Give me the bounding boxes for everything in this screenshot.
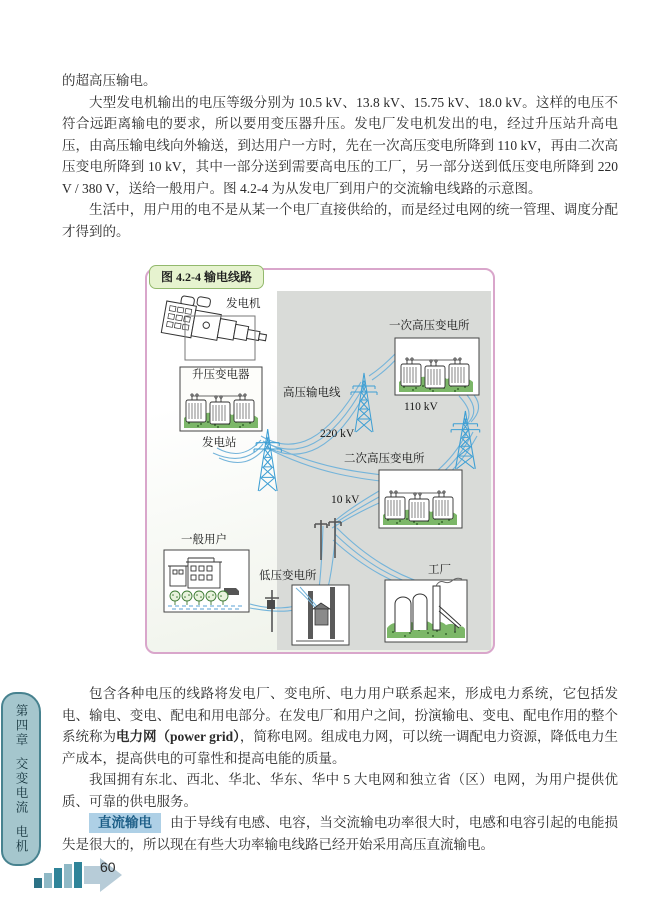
dc-transmission-badge: 直流输电 [89,813,161,833]
chapter-tab [1,692,41,866]
lv-substation-label: 低压变电所 [259,570,317,582]
factory-label: 工厂 [428,564,451,576]
chapter-topic-label: 电机 [14,825,28,855]
lv-substation-box [292,585,349,645]
footer-arrow-decoration [26,854,136,892]
figure-badge: 图 4.2-4 输电线路 [149,265,264,289]
paragraph-power-grid [62,683,618,769]
paragraph-national-grids: 我国拥有东北、西北、华北、华东、华中 5 大电网和独立省（区）电网，为用户提供优质、可靠的供电服务。 [62,772,618,809]
paragraph-continuation: 的超高压输电。 [62,73,157,88]
paragraph-dc-transmission [62,812,618,855]
step-up-transformer-label: 升压变电器 [192,369,250,381]
page-number: 60 [100,859,116,875]
factory-box [385,578,467,642]
secondary-substation-label: 二次高压变电所 [344,453,425,465]
primary-substation-box [395,338,479,395]
general-users-label: 一般用户 [181,534,227,546]
transmission-tower-icon [254,429,281,491]
bottom-text-block [62,683,618,855]
hv-line-label: 高压输电线 [283,387,341,399]
grid-text-before: 包含各种电压的线路将发电厂、变电所、电力用户联系起来，形成电力系统，它包括发电、输电、变电、配电和用电部分。在发电厂和用户之间，扮演输电、变电、配电作用的整个系统称为 [62,686,618,744]
paragraph-grid-dispatch: 生活中，用户用的电不是从某一个电厂直接供给的，而是经过电网的统一管理、调度分配才得到的。 [62,202,618,239]
power-station-label: 发电站 [202,437,237,449]
power-grid-term: 电力网（power grid） [116,729,240,744]
top-text-block [62,70,618,242]
chapter-subject-label: 交变电流 [14,757,28,816]
secondary-substation-box [379,470,462,528]
general-users-box [164,550,249,612]
kv-110-label: 110 kV [404,401,438,413]
grid-text-after: ，简称电网。组成电力网，可以统一调配电力资源，降低电力生产成本，提高供电的可靠性和提高电能的质量。 [62,729,619,766]
transmission-tower-icon [351,373,377,432]
kv-10-label: 10 kV [331,494,360,506]
chapter-number-label: 第四章 [14,703,28,748]
kv-220-label: 220 kV [320,428,355,440]
paragraph-voltage-levels: 大型发电机输出的电压等级分别为 10.5 kV、13.8 kV、15.75 kV、18.0 kV。这样的电压不符合远距离输电的要求，所以要用变压器升压。发电厂发电机发出的电，经过升压站升高电压，由高压输电线向外输送，到达用户一方时，先在一次高压变电所降到 110 kV，再由二次高压变电所降到 10 kV，其中一部分送到需要高电压的工厂，另一部分送到低压变电所降到 220 V / 380 V，送给一般用户。图 4.2-4 为从发电厂到用户的交流输电线路的示意图。 [62,94,618,196]
dc-transmission-text: 由于导线有电感、电容，当交流输电功率很大时，电感和电容引起的电能损失是很大的，所以现在有些大功率输电线路已经开始采用高压直流输电。 [62,815,618,852]
primary-substation-label: 一次高压变电所 [389,320,470,332]
figure-transmission-line [145,268,495,654]
generator-label: 发电机 [226,298,261,310]
